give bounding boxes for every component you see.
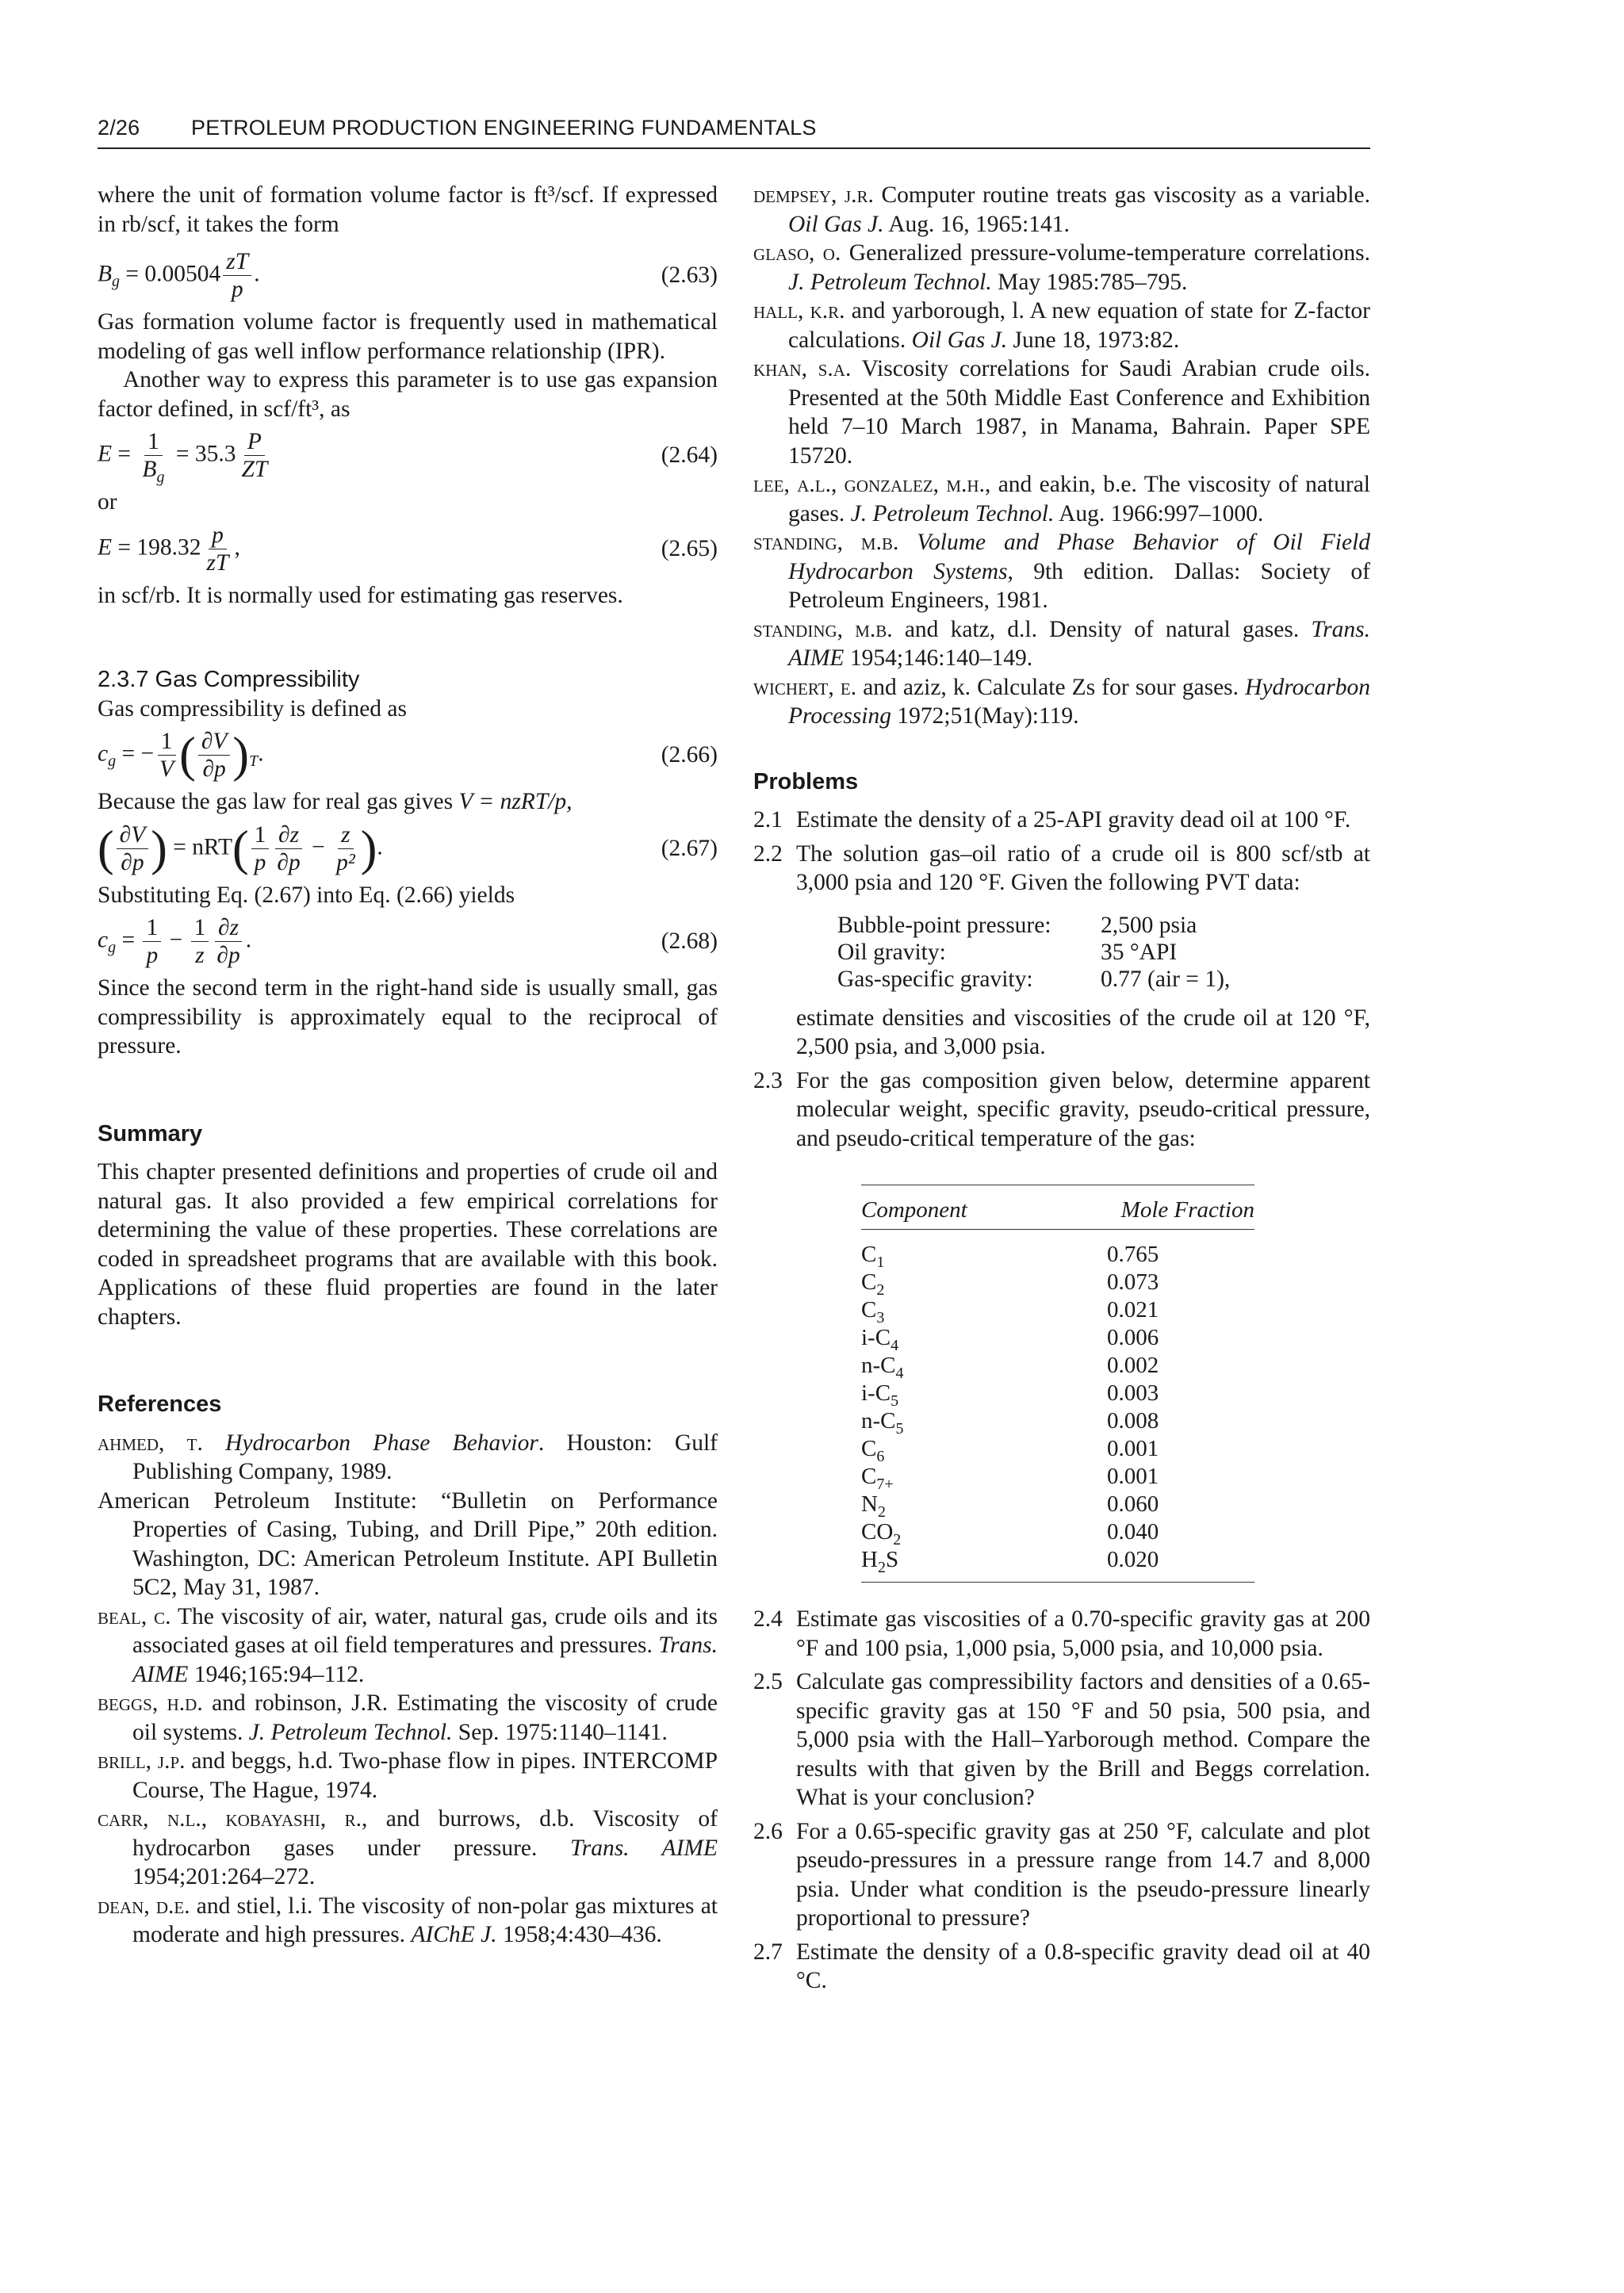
- reference-item: glaso, o. Generalized pressure-volume-temperature correlations. J. Petroleum Technol. May 1985:785–795.: [753, 240, 1370, 295]
- section-heading-2-3-7: 2.3.7 Gas Compressibility: [98, 667, 360, 692]
- problem-2-2-continuation: estimate densities and viscosities of the crude oil at 120 °F, 2,500 psia, and 3,000 psia.: [796, 1005, 1370, 1059]
- reference-item: wichert, e. and aziz, k. Calculate Zs for sour gases. Hydrocarbon Processing 1972;51(May):119.: [753, 674, 1370, 729]
- heading-problems: Problems: [753, 768, 859, 794]
- equation-2-65: E = 198.32 $\frac{p}{zT}$ , (2.65): [98, 522, 718, 576]
- reference-item: dempsey, j.r. Computer routine treats gas viscosity as a variable. Oil Gas J. Aug. 16, 1965:141.: [753, 182, 1371, 237]
- equation-2-63: $B_g = 0.00504$ $\frac{zT}{p}$ . (2.63): [98, 249, 718, 302]
- paragraph-summary: This chapter presented definitions and properties of crude oil and natural gas. It also provided a few empirical correlations for determining the value of these properties. These correlations are coded in spreadsheet programs that are available with this book. Applications of these fluid properties are found in the later chapters.: [98, 1159, 718, 1330]
- equation-number: (2.64): [661, 442, 718, 469]
- table-row: $i-C_5$ 0.003: [861, 1380, 1159, 1410]
- problem-item: 2.6 For a 0.65-specific gravity gas at 250 °F, calculate and plot pseudo-pressures in a pressure range from 14.7 and 8,000 psia. Under what condition is the pseudo-pressure linearly proportional to pressure?: [753, 1818, 1370, 1931]
- left-column: [98, 181, 718, 1950]
- running-header: [98, 116, 1370, 149]
- reference-item: hall, k.r. and yarborough, l. A new equation of state for Z-factor calculations. Oil Gas J. June 18, 1973:82.: [753, 298, 1370, 353]
- problem-item: 2.7 Estimate the density of a 0.8-specific gravity dead oil at 40 °C.: [753, 1939, 1370, 1993]
- pvt-row: Bubble-point pressure: 2,500 psia: [837, 912, 1197, 938]
- equation-number: (2.66): [661, 742, 718, 768]
- book-title: PETROLEUM PRODUCTION ENGINEERING FUNDAMENTALS: [191, 116, 817, 140]
- reference-item: khan, s.a. Viscosity correlations for Saudi Arabian crude oils. Presented at the 50th Middle East Conference and Exhibition held 7–10 March 1987, in Manama, Bahrain. Paper SPE 15720.: [753, 356, 1370, 469]
- reference-list-left: [98, 1429, 718, 1950]
- table-row: $C_6$ 0.001: [861, 1436, 1159, 1465]
- table-row: $H_2S$ 0.020: [861, 1547, 1159, 1576]
- paragraph-fvf-usage: Gas formation volume factor is frequently used in mathematical modeling of gas well inflow performance relationship (IPR).: [98, 309, 718, 364]
- reference-item: carr, n.l., kobayashi, r., and burrows, d.b. Viscosity of hydrocarbon gases under pressure. Trans. AIME 1954;201:264–272.: [98, 1806, 718, 1889]
- problem-item: 2.2 The solution gas–oil ratio of a crude oil is 800 scf/stb at 3,000 psia and 120 °F. Given the following PVT data:: [753, 840, 1370, 895]
- table-row: $n-C_4$ 0.002: [861, 1353, 1159, 1382]
- reference-item: standing, m.b. Volume and Phase Behavior of Oil Field Hydrocarbon Systems, 9th edition. Dallas: Society of Petroleum Engineers, 1981.: [753, 530, 1371, 613]
- table-row: $n-C_5$ 0.008: [861, 1408, 1159, 1437]
- equation-2-64: E = $\frac{1}{B_g}$ = 35.3 $\frac{P}{ZT}$ (2.64): [98, 429, 718, 486]
- paragraph-gas-law: Because the gas law for real gas gives V = nzRT/p,: [98, 789, 573, 814]
- equation-number: (2.65): [661, 535, 718, 561]
- word-or: or: [98, 489, 117, 515]
- table-header: Component Mole Fraction: [861, 1185, 1254, 1230]
- table-row: $C_1$ 0.765: [861, 1242, 1159, 1271]
- equation-number: (2.67): [661, 835, 718, 861]
- pvt-data-list: [837, 912, 1370, 993]
- reference-list-right: [753, 181, 1370, 731]
- reference-item: beggs, h.d. and robinson, J.R. Estimating the viscosity of crude oil systems. J. Petroleum Technol. Sep. 1975:1140–1141.: [98, 1690, 718, 1745]
- table-row: $i-C_4$ 0.006: [861, 1325, 1159, 1354]
- reference-item: ahmed, t. Hydrocarbon Phase Behavior. Houston: Gulf Publishing Company, 1989.: [98, 1430, 718, 1484]
- page-number: 2/26: [98, 116, 140, 140]
- paragraph-reciprocal: Since the second term in the right-hand side is usually small, gas compressibility is approximately equal to the reciprocal of pressure.: [98, 975, 718, 1058]
- reference-item: American Petroleum Institute: “Bulletin on Performance Properties of Casing, Tubing, and Drill Pipe,” 20th edition. Washington, DC: American Petroleum Institute. API Bulletin 5C2, May 31, 1987.: [98, 1487, 718, 1600]
- paragraph-fvf-units: where the unit of formation volume factor is ft³/scf. If expressed in rb/scf, it takes the form: [98, 182, 718, 237]
- equation-2-66: $c_g$ = − $\frac{1}{V}$ ( $\frac{\partial V}{\partial p}$ )$_T$. (2.66): [98, 728, 718, 783]
- heading-summary: Summary: [98, 1120, 203, 1146]
- reference-item: dean, d.e. and stiel, l.i. The viscosity of non-polar gas mixtures at moderate and high pressures. AIChE J. 1958;4:430–436.: [98, 1893, 718, 1947]
- equation-2-67: ( $\frac{\partial V}{\partial p}$ ) = nRT( $\frac{1}{p}$ $\frac{\partial z}{\partial p}$ − $\frac{z}{\text{p²}}$ ). (2.67): [98, 821, 718, 875]
- paragraph-expansion-factor: Another way to express this parameter is to use gas expansion factor defined, in scf/ft³, as: [98, 367, 718, 422]
- equation-2-68: $c_g$ = $\frac{1}{p}$ − $\frac{1}{z}$ $\frac{\partial z}{\partial p}$ . (2.68): [98, 915, 718, 968]
- heading-references: References: [98, 1391, 222, 1417]
- reference-item: brill, j.p. and beggs, h.d. Two-phase flow in pipes. INTERCOMP Course, The Hague, 1974.: [98, 1748, 718, 1803]
- problem-item: 2.3 For the gas composition given below, determine apparent molecular weight, specific gravity, pseudo-critical pressure, and pseudo-critical temperature of the gas:: [753, 1067, 1370, 1151]
- reference-item: lee, a.l., gonzalez, m.h., and eakin, b.e. The viscosity of natural gases. J. Petroleum Technol. Aug. 1966:997–1000.: [753, 472, 1370, 526]
- table-row: $CO_2$ 0.040: [861, 1519, 1159, 1548]
- pvt-row: Oil gravity: 35 °API: [837, 939, 1178, 965]
- paragraph-substituting: Substituting Eq. (2.67) into Eq. (2.66) yields: [98, 882, 515, 908]
- equation-number: (2.68): [661, 928, 718, 955]
- pvt-row: Gas-specific gravity: 0.77 (air = 1),: [837, 966, 1231, 992]
- paragraph-reserves: in scf/rb. It is normally used for estimating gas reserves.: [98, 582, 623, 608]
- equation-number: (2.63): [661, 262, 718, 289]
- problem-item: 2.1 Estimate the density of a 25-API gravity dead oil at 100 °F.: [753, 807, 1351, 833]
- problem-item: 2.4 Estimate gas viscosities of a 0.70-specific gravity gas at 200 °F and 100 psia, 1,000 psia, 5,000 psia, and 10,000 psia.: [753, 1606, 1370, 1661]
- table-row: $C_2$ 0.073: [861, 1269, 1159, 1299]
- table-row: $C_{7+}$ 0.001: [861, 1464, 1159, 1493]
- paragraph-compressibility-def: Gas compressibility is defined as: [98, 695, 407, 722]
- gas-composition-table: [861, 1185, 1254, 1583]
- problem-item: 2.5 Calculate gas compressibility factors and densities of a 0.65-specific gravity gas at 150 °F and 50 psia, 500 psia, and 5,000 psia with the Hall–Yarborough method. Compare the results with that given by the Brill and Beggs correlation. What is your conclusion?: [753, 1669, 1370, 1810]
- right-column: [753, 181, 1370, 2000]
- reference-item: standing, m.b. and katz, d.l. Density of natural gases. Trans. AIME 1954;146:140–149.: [753, 616, 1370, 671]
- table-row: $C_3$ 0.021: [861, 1297, 1159, 1326]
- table-row: $N_2$ 0.060: [861, 1491, 1159, 1521]
- reference-item: beal, c. The viscosity of air, water, natural gas, crude oils and its associated gases at oil field temperatures and pressures. Trans. AIME 1946;165:94–112.: [98, 1603, 718, 1687]
